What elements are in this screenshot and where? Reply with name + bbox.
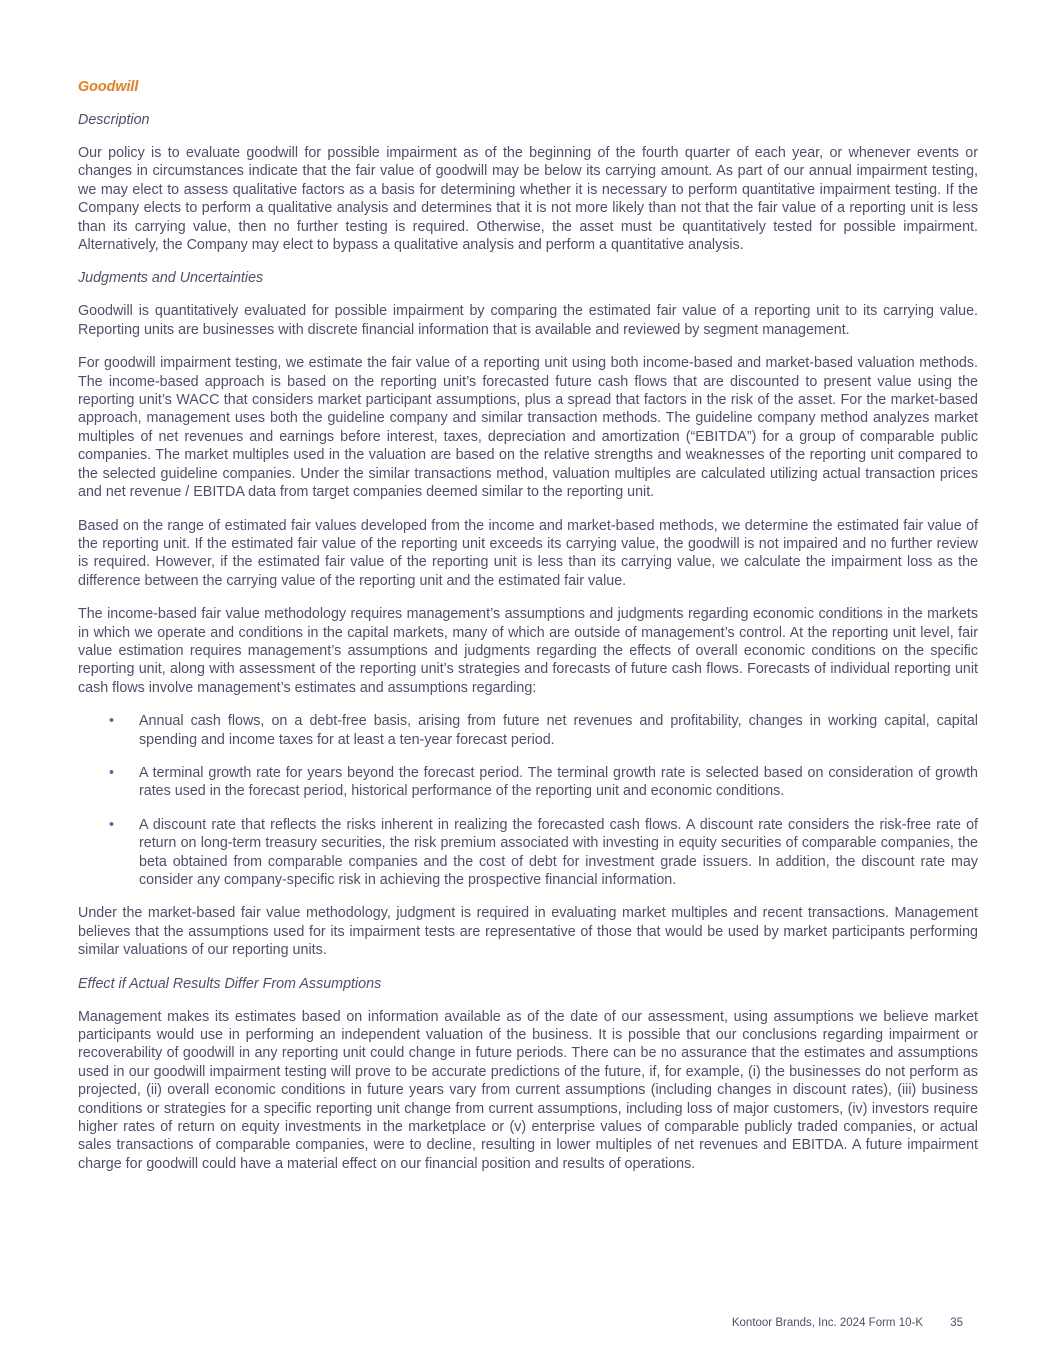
judgments-paragraph-2: For goodwill impairment testing, we estimate the fair value of a reporting unit using both income-based and market-based valuation methods. The income-based approach is based on the reporting unit’s forecasted future cash flows that are discounted to present value using the reporting unit’s WACC that considers market participant assumptions, plus a spread that factors in the risk of the asset. For the market-based approach, management uses both the guideline company and similar transaction methods. The guideline company method analyzes market multiples of net revenues and earnings before interest, taxes, depreciation and amortization (“EBITDA”) for a group of comparable public companies. The market multiples used in the valuation are based on the relative strengths and weaknesses of the reporting unit compared to the selected guideline companies. Under the similar transactions method, valuation multiples are calculated utilizing actual transaction prices and net revenue / EBITDA data from target companies deemed similar to the reporting unit. — [78, 355, 978, 501]
effect-heading: Effect if Actual Results Differ From Assumptions — [78, 975, 382, 992]
list-item-text: A terminal growth rate for years beyond the forecast period. The terminal growth rate is selected based on consideration of growth rates used in the forecast period, historical performance of the reporting unit and economic conditions. — [139, 764, 978, 800]
description-paragraph: Our policy is to evaluate goodwill for possible impairment as of the beginning of the fourth quarter of each year, or whenever events or changes in circumstances indicate that the fair value of goodwill may be below its carrying amount. As part of our annual impairment testing, we may elect to assess qualitative factors as a basis for determining whether it is necessary to perform quantitative impairment testing. If the Company elects to perform a qualitative analysis and determines that it is not more likely than not that the fair value of a reporting unit is less than its carrying value, then no further testing is required. Otherwise, the asset must be quantitatively tested for possible impairment. Alternatively, the Company may elect to bypass a qualitative analysis and perform a quantitative analysis. — [78, 145, 978, 254]
description-heading: Description — [78, 112, 150, 128]
document-page — [78, 78, 978, 1188]
list-item — [78, 764, 978, 801]
judgments-paragraph-1: Goodwill is quantitatively evaluated for possible impairment by comparing the estimated fair value of a reporting unit to its carrying value. Reporting units are businesses with discrete financial information that is available and reviewed by segment management. — [78, 303, 978, 338]
bullet-icon: • — [109, 816, 115, 833]
judgments-paragraph-3: Based on the range of estimated fair values developed from the income and market-based methods, we determine the estimated fair value of the reporting unit. If the estimated fair value of the reporting unit exceeds its carrying value, the goodwill is not impaired and no further review is required. However, if the estimated fair value of the reporting unit is less than its carrying value, we calculate the impairment loss as the difference between the carrying value of the reporting unit and the estimated fair value. — [78, 517, 978, 589]
judgments-heading: Judgments and Uncertainties — [78, 270, 264, 287]
assumptions-list — [78, 712, 978, 889]
list-item — [78, 712, 978, 749]
bullet-icon: • — [109, 713, 115, 730]
page-number: 35 — [950, 1317, 963, 1329]
bullet-icon: • — [109, 764, 115, 781]
list-item — [78, 816, 978, 890]
market-paragraph: Under the market-based fair value methodology, judgment is required in evaluating market multiples and recent transactions. Management believes that the assumptions used for its impairment tests are representative of those that would be used by market participants performing similar valuations of our reporting units. — [78, 905, 978, 959]
section-title: Goodwill — [78, 79, 139, 95]
effect-paragraph: Management makes its estimates based on information available as of the date of our assessment, using assumptions we believe market participants would use in performing an independent valuation of the business. It is possible that our conclusions regarding impairment or recoverability of goodwill in any reporting unit could change in future periods. There can be no assurance that the estimates and assumptions used in our goodwill impairment testing will prove to be accurate predictions of the future, if, for example, (i) the businesses do not perform as projected, (ii) overall economic conditions in future years vary from current assumptions (including changes in discount rates), (iii) business conditions or strategies for a specific reporting unit change from current assumptions, including loss of major customers, (iv) investors require higher rates of return on equity investments in the marketplace or (v) enterprise values of comparable publicly traded companies, or actual sales transactions of comparable companies, were to decline, resulting in lower multiples of net revenues and EBITDA. A future impairment charge for goodwill could have a material effect on our financial position and results of operations. — [78, 1008, 978, 1172]
list-item-text: Annual cash flows, on a debt-free basis, arising from future net revenues and profitability, changes in working capital, capital spending and income taxes for at least a ten-year forecast period. — [139, 713, 978, 748]
judgments-paragraph-4: The income-based fair value methodology requires management’s assumptions and judgments regarding economic conditions in the markets in which we operate and conditions in the capital markets, many of which are outside of management’s control. At the reporting unit level, fair value estimation requires management’s assumptions and judgments regarding the effects of overall economic conditions on the specific reporting unit, along with assessment of the reporting unit’s strategies and forecasts of future cash flows. Forecasts of individual reporting unit cash flows involve management’s estimates and assumptions regarding: — [78, 606, 978, 696]
footer-document-label: Kontoor Brands, Inc. 2024 Form 10-K — [731, 1317, 923, 1329]
page-footer — [732, 1316, 963, 1330]
list-item-text: A discount rate that reflects the risks inherent in realizing the forecasted cash flows. A discount rate considers the risk-free rate of return on long-term treasury securities, the risk premium associated with investing in equity securities of comparable companies, the beta obtained from comparable companies and the cost of debt for investment grade issuers. In addition, the discount rate may consider any company-specific risk in achieving the prospective financial information. — [139, 816, 978, 888]
